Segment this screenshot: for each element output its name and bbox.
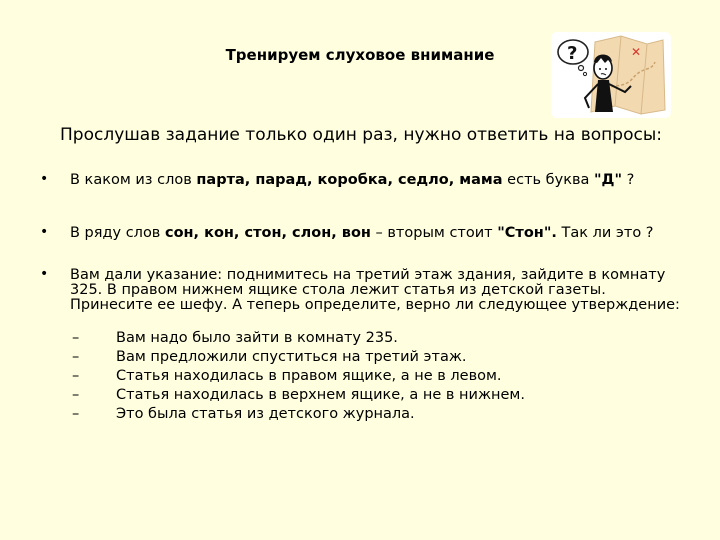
question-3: Вам дали указание: поднимитесь на третий этаж здания, зайдите в комнату 325. В правом нижнем ящике стола лежит статья из детской газеты. Принесите ее шефу. А теперь определите, верно ли следующее утверждение: (70, 267, 680, 313)
list-item (72, 405, 632, 424)
bullet-marker: • (40, 224, 49, 240)
statement-text: Это была статья из детского журнала. (116, 406, 415, 422)
statement-text: Вам предложили спуститься на третий этаж. (116, 349, 467, 365)
svg-text:✕: ✕ (631, 45, 642, 59)
dash-marker: – (72, 349, 80, 365)
list-item (72, 329, 632, 348)
question-2-mid: – вторым стоит (370, 225, 498, 241)
dash-marker: – (72, 387, 80, 403)
question-2-post: Так ли это ? (556, 225, 654, 241)
list-item (72, 386, 632, 405)
statement-text: Статья находилась в правом ящике, а не в левом. (116, 368, 502, 384)
dash-marker: – (72, 368, 80, 384)
question-1 (70, 173, 690, 188)
dash-marker: – (72, 330, 80, 346)
question-2 (70, 226, 690, 241)
list-item (72, 348, 632, 367)
question-1-words: парта, парад, коробка, седло, мама (196, 172, 503, 188)
question-2-words: сон, кон, стон, слон, вон (164, 225, 371, 241)
question-1-letter: "Д" (594, 172, 623, 188)
svg-text:?: ? (567, 43, 578, 64)
question-1-mid: есть буква (502, 172, 594, 188)
dash-marker: – (72, 406, 80, 422)
bullet-marker: • (40, 171, 49, 187)
list-item (72, 367, 632, 386)
question-1-pre: В каком из слов (70, 172, 197, 188)
slide-title: Тренируем слуховое внимание (225, 46, 495, 64)
question-1-post: ? (622, 172, 635, 188)
slide-subtitle: Прослушав задание только один раз, нужно ответить на вопросы: (60, 125, 662, 145)
question-2-word: "Стон". (497, 225, 557, 241)
question-2-pre: В ряду слов (70, 225, 165, 241)
statement-text: Статья находилась в верхнем ящике, а не в нижнем. (116, 387, 525, 403)
statements-list (72, 329, 632, 424)
confused-person-with-question-icon (551, 32, 671, 118)
bullet-marker: • (40, 266, 49, 282)
statement-text: Вам надо было зайти в комнату 235. (116, 330, 398, 346)
